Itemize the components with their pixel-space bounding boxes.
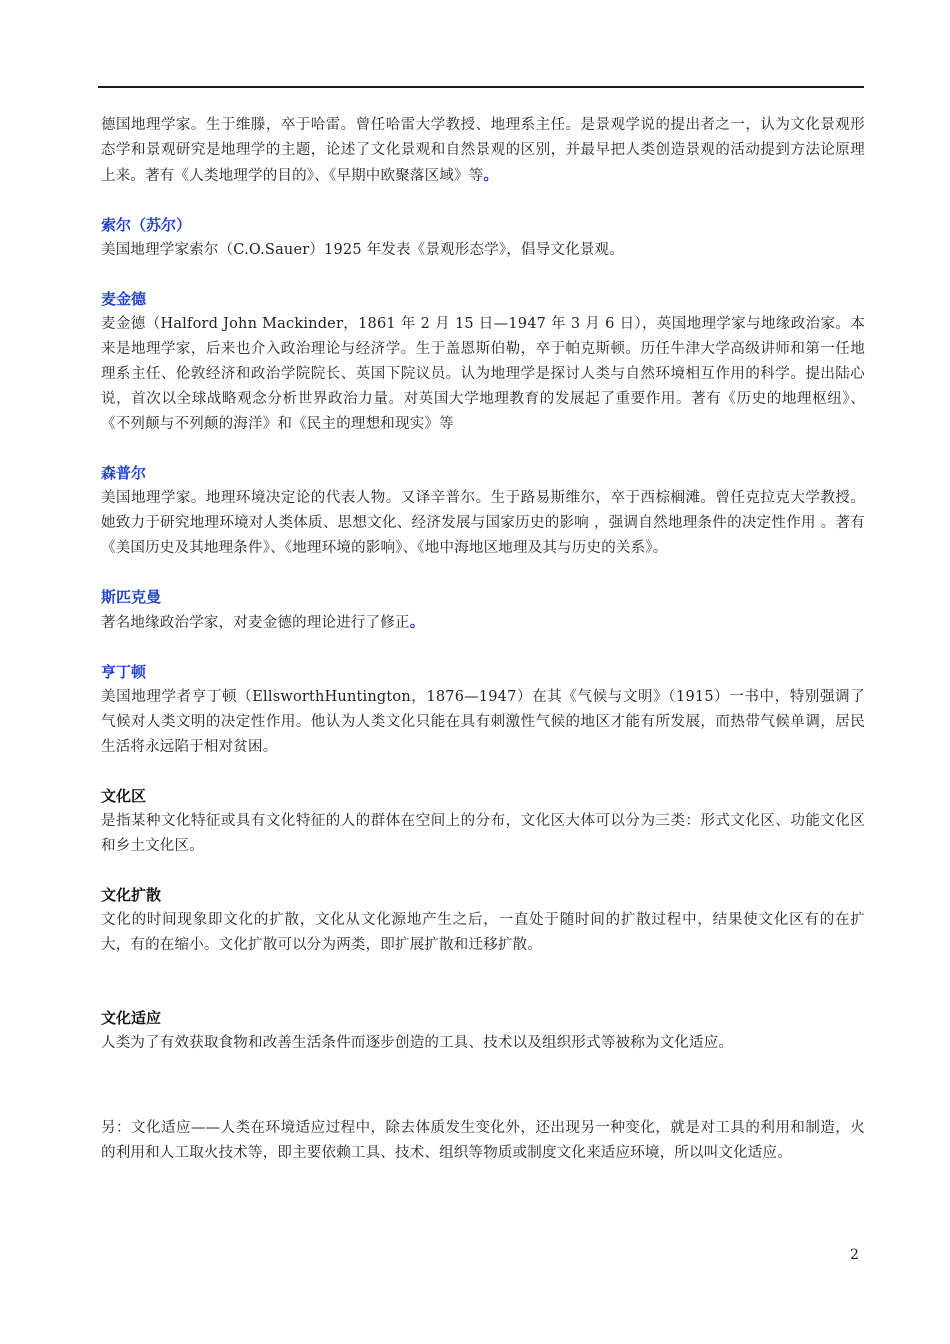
term-mackinder: 麦金德	[101, 290, 147, 308]
culture-adaptation-note: 另：文化适应——人类在环境适应过程中，除去体质发生变化外，还出现另一种变化，就是对工具的利用和制造，火的利用和人工取火技术等，即主要依赖工具、技术、组织等物质或制度文化来适应环境，所以叫文化适应。	[101, 1120, 865, 1161]
term-culture-adaptation: 文化适应	[101, 1009, 162, 1027]
sauer-paragraph: 美国地理学家索尔（C.O.Sauer）1925 年发表《景观形态学》，倡导文化景观。	[101, 242, 624, 258]
term-culture-region: 文化区	[101, 787, 147, 805]
term-culture-diffusion: 文化扩散	[101, 886, 162, 904]
term-semple: 森普尔	[101, 464, 147, 482]
term-huntington: 亨丁顿	[101, 663, 147, 681]
huntington-paragraph: 美国地理学者亨丁顿（EllsworthHuntington，1876—1947）在其《气候与文明》（1915）一书中，特别强调了气候对人类文明的决定性作用。他认为人类文化只能在具有刺激性气候的地区才能有所发展，而热带气候单调，居民生活将永远陷于相对贫困。	[101, 689, 865, 755]
culture-adaptation-paragraph: 人类为了有效获取食物和改善生活条件而逐步创造的工具、技术以及组织形式等被称为文化适应。	[101, 1035, 734, 1051]
term-sauer: 索尔（苏尔）	[101, 216, 192, 234]
page-number: 2	[850, 1247, 859, 1263]
term-spykman: 斯匹克曼	[101, 588, 162, 606]
header-rule	[98, 86, 864, 88]
intro-paragraph: 德国地理学家。生于维滕，卒于哈雷。曾任哈雷大学教授、地理系主任。是景观学说的提出者之一，认为文化景观形态学和景观研究是地理学的主题，论述了文化景观和自然景观的区别，并最早把人类创造景观的活动提到方法论原理上来。著有《人类地理学的目的》、《早期中欧聚落区域》等。	[101, 117, 865, 184]
culture-diffusion-paragraph: 文化的时间现象即文化的扩散，文化从文化源地产生之后，一直处于随时间的扩散过程中，结果使文化区有的在扩大，有的在缩小。文化扩散可以分为两类，即扩展扩散和迁移扩散。	[101, 912, 865, 953]
culture-region-paragraph: 是指某种文化特征或具有文化特征的人的群体在空间上的分布，文化区大体可以分为三类：形式文化区、功能文化区和乡土文化区。	[101, 813, 865, 854]
semple-paragraph: 美国地理学家。地理环境决定论的代表人物。又译辛普尔。生于路易斯维尔，卒于西棕榈滩。曾任克拉克大学教授。她致力于研究地理环境对人类体质、思想文化、经济发展与国家历史的影响 ，强调自然地理条件的决定性作用 。著有《美国历史及其地理条件》、《地理环境的影响》、《地中海地区地理及其与历史的关系》。	[101, 490, 865, 556]
mackinder-paragraph: 麦金德（Halford John Mackinder，1861 年 2 月 15 日—1947 年 3 月 6 日），英国地理学家与地缘政治家。本来是地理学家，后来也介入政治理论与经济学。生于盖恩斯伯勒，卒于帕克斯顿。历任牛津大学高级讲师和第一任地理系主任、伦敦经济和政治学院院长、英国下院议员。认为地理学是探讨人类与自然环境相互作用的科学。提出陆心说，首次以全球战略观念分析世界政治力量。对英国大学地理教育的发展起了重要作用。著有《历史的地理枢纽》、《不列颠与不列颠的海洋》和《民主的理想和现实》等	[101, 316, 865, 432]
document-body	[101, 113, 865, 1166]
spykman-paragraph: 著名地缘政治学家，对麦金德的理论进行了修正。	[101, 614, 425, 631]
